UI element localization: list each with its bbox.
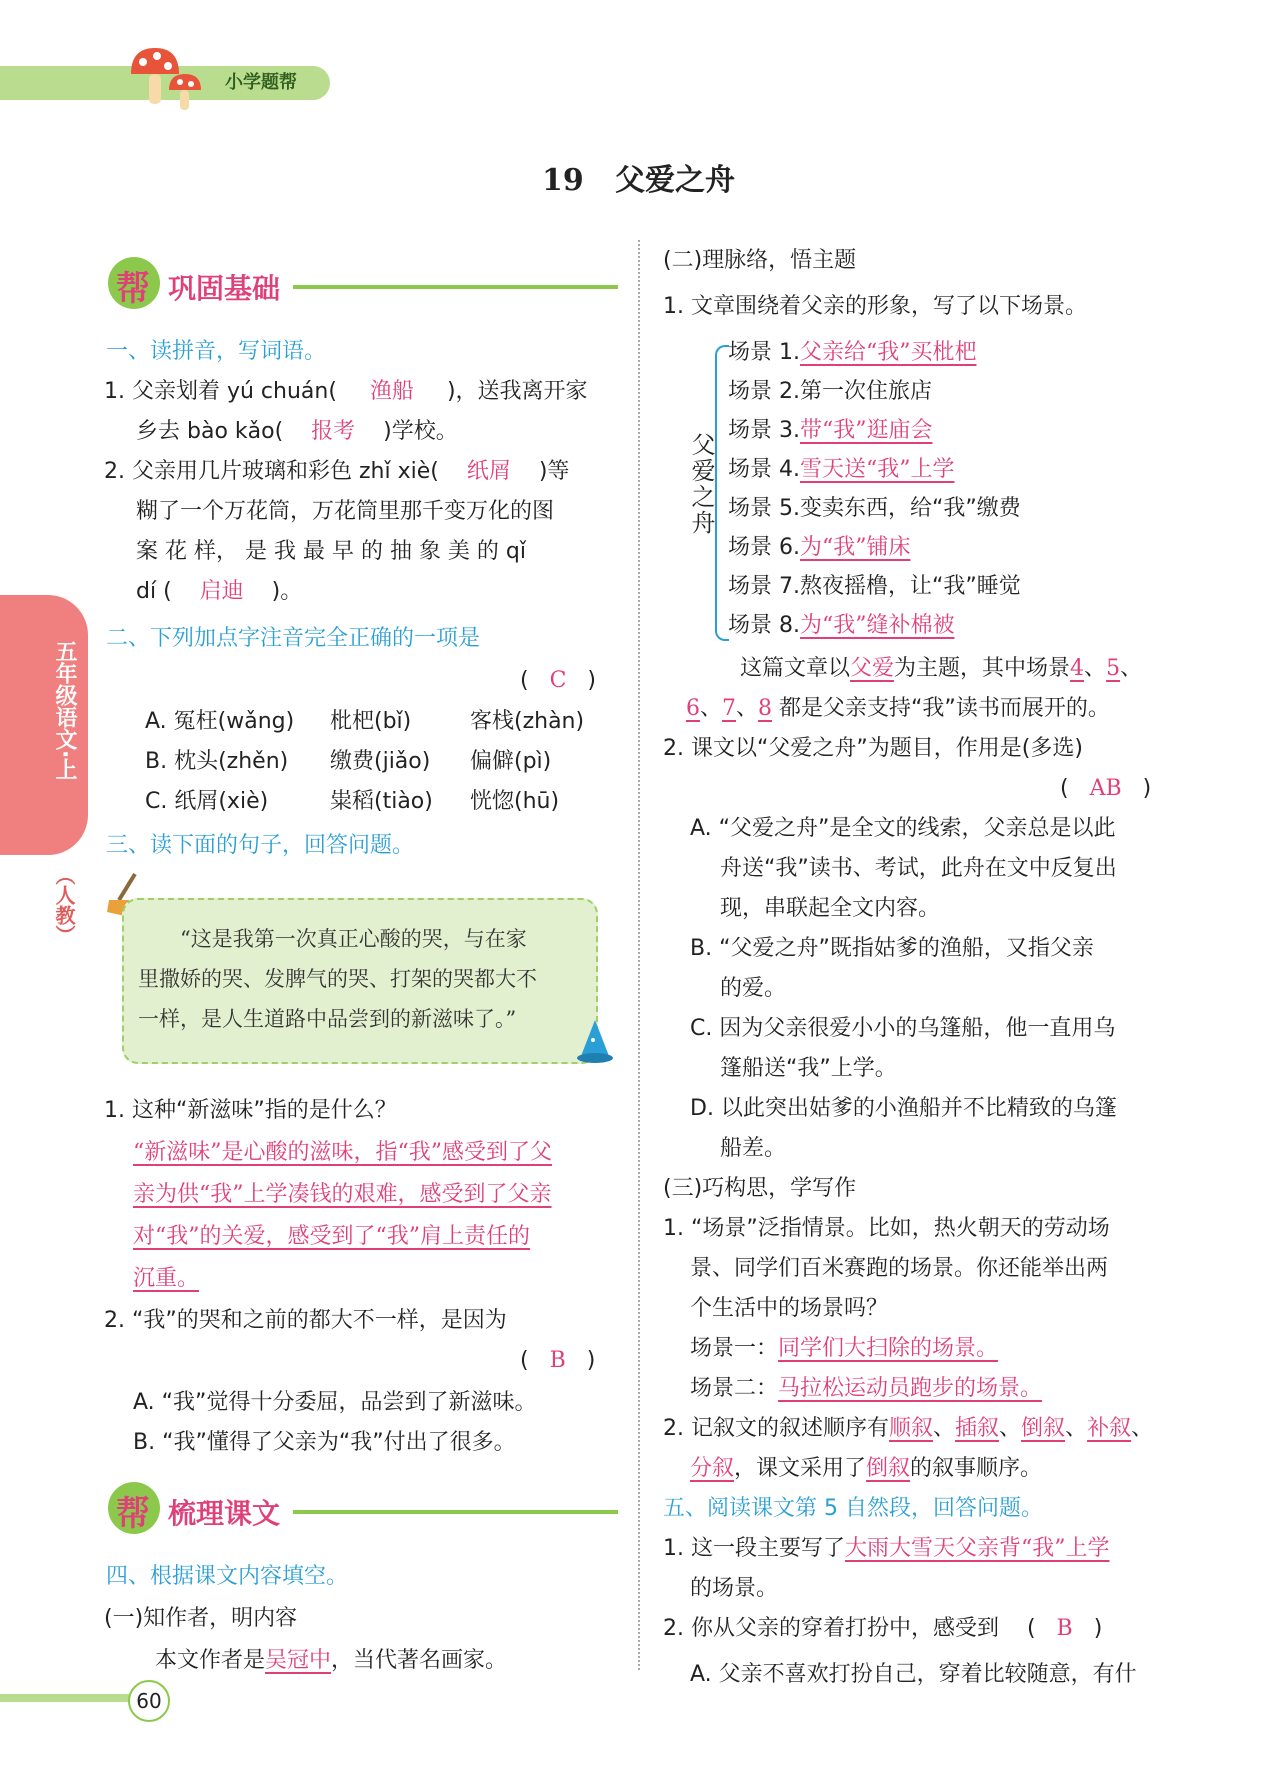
q2-row-b[interactable]: B. 枕头(zhěn) [145,749,289,774]
q4-opt-b-line2: 的爱。 [720,976,787,1001]
q5-q2: 2. 你从父亲的穿着打扮中，感受到 ( B ) [663,1616,1103,1641]
scene-label: 场景 2. [728,379,800,404]
q4-q2-bracket: ( AB ) [1060,776,1152,801]
q4-opt-b-line1[interactable]: B. “父爱之舟”既指姑爹的渔船，又指父亲 [690,936,1094,961]
q2-heading: 二、下列加点字注音完全正确的一项是 [106,626,481,651]
scene-item [728,607,1208,646]
q5-q1-line2: 的场景。 [690,1576,779,1601]
q2-row-c-2: 粜稻(tiào) [330,789,433,814]
banner-text: 巩固基础 [168,272,281,305]
q4-sub1: (一)知作者，明内容 [104,1606,298,1631]
q1-answer1[interactable]: 渔船 [369,379,414,404]
scene-text: 变卖东西，给“我”缴费 [799,496,1021,521]
q4-w1-line2: 景、同学们百米赛跑的场景。你还能举出两 [690,1256,1109,1281]
q1-answer4[interactable]: 启迪 [199,579,244,604]
q2-row-a-3: 客栈(zhàn) [470,709,585,734]
banner-line [293,1510,618,1514]
column-divider [638,240,640,1670]
scene-item [728,451,1208,490]
scene-answer[interactable]: 为“我”缝补棉被 [799,613,955,638]
q3-a1-line2[interactable]: 亲为供“我”上学凑钱的艰难，感受到了父亲 [133,1182,552,1207]
scene-label: 场景 1. [728,340,800,365]
q3-a1-line1[interactable]: “新滋味”是心酸的滋味，指“我”感受到了父 [133,1140,552,1165]
q4-w1-answer1[interactable]: 同学们大扫除的场景。 [778,1336,999,1361]
q2-row-b-3: 偏僻(pì) [470,749,552,774]
banner-char: 帮 [116,1494,150,1534]
page-number [128,1680,170,1722]
order-3[interactable]: 倒叙 [1021,1416,1066,1441]
scenes-list [728,334,1208,646]
q5-q1-line1: 1. 这一段主要写了大雨大雪天父亲背“我”上学 [663,1536,1110,1561]
q1-line5: 案 花 样， 是 我 最 早 的 抽 象 美 的 qǐ [136,539,526,564]
q2-row-c[interactable]: C. 纸屑(xiè) [145,789,269,814]
section-banner-sort [108,1480,618,1540]
q5-q1-answer[interactable]: 大雨大雪天父亲背“我”上学 [844,1536,1110,1561]
scene-label: 场景 3. [728,418,800,443]
lesson-number: 19 [541,163,584,198]
quote-line1: “这是我第一次真正心酸的哭，与在家 [180,927,527,951]
q2-row-a-2: 枇杷(bǐ) [330,709,412,734]
scenes-brace [715,345,729,641]
order-5[interactable]: 分叙 [690,1456,735,1481]
q2-row-a[interactable]: A. 冤枉(wǎng) [145,709,295,734]
banner-char: 帮 [116,269,150,309]
q4-opt-a-line1[interactable]: A. “父爱之舟”是全文的线索，父亲总是以此 [690,816,1116,841]
scene-num-a[interactable]: 4 [1070,656,1085,681]
q4-opt-a-line3: 现，串联起全文内容。 [720,896,941,921]
q4-opt-c-line2: 篷船送“我”上学。 [720,1056,897,1081]
mushroom-logo-icon [125,44,215,114]
scene-num-c[interactable]: 6 [686,696,700,721]
scene-num-b[interactable]: 5 [1106,656,1121,681]
q4-q2-answer[interactable]: AB [1089,776,1122,801]
quote-line2: 里撒娇的哭、发脾气的哭、打架的哭都大不 [138,967,537,991]
scene-num-e[interactable]: 8 [758,696,773,721]
q1-line2: 乡去 bào kǎo( 报考 )学校。 [136,413,458,451]
brand-label: 小学题帮 [225,72,297,93]
q3-a1-line3[interactable]: 对“我”的关爱，感受到了“我”肩上责任的 [133,1224,530,1249]
scene-answer[interactable]: 带“我”逛庙会 [799,418,933,443]
q4-sub3: (三)巧构思，学写作 [663,1176,857,1201]
scene-item [728,334,1208,373]
q3-q2: 2. “我”的哭和之前的都大不一样，是因为 [104,1308,507,1333]
q4-theme-line1: 这篇文章以父爱为主题，其中场景4、5、 [740,656,1143,681]
q5-opt-a[interactable]: A. 父亲不喜欢打扮自己，穿着比较随意，有什 [690,1662,1137,1687]
scene-item [728,490,1208,529]
scene-text: 熬夜摇橹，让“我”睡觉 [799,574,1021,599]
quote-line3: 一样，是人生道路中品尝到的新滋味了。” [138,1007,517,1031]
q1-line3: 2. 父亲用几片玻璃和彩色 zhǐ xiè( 纸屑 )等 [104,453,569,491]
q3-q2-bracket: ( B ) [520,1348,596,1373]
scene-label: 场景 7. [728,574,800,599]
q4-scenes-intro: 1. 文章围绕着父亲的形象，写了以下场景。 [663,294,1087,319]
scene-text: 第一次住旅店 [799,379,932,404]
scenes-vertical-label: 父爱之舟 [687,432,715,536]
q2-row-c-3: 恍惚(hū) [470,789,560,814]
q4-opt-c-line1[interactable]: C. 因为父亲很爱小小的乌篷船，他一直用乌 [690,1016,1116,1041]
scene-label: 场景 8. [728,613,800,638]
q3-heading: 三、读下面的句子，回答问题。 [106,833,415,858]
q4-sub2: (二)理脉络，悟主题 [663,248,857,273]
q4-heading: 四、根据课文内容填空。 [106,1564,349,1589]
scene-item [728,568,1208,607]
banner-text: 梳理课文 [168,1497,281,1530]
scene-item [728,412,1208,451]
q4-w2-line2: 分叙，课文采用了倒叙的叙事顺序。 [690,1456,1043,1481]
side-tab-sub: （人教） [52,865,76,945]
q4-w1-line1: 1. “场景”泛指情景。比如，热火朝天的劳动场 [663,1216,1110,1241]
section-banner-basic [108,255,618,315]
q1-line1: 1. 父亲划着 yú chuán( 渔船 )，送我离开家 [104,373,588,411]
scene-label: 场景 4. [728,457,800,482]
q3-opt-b[interactable]: B. “我”懂得了父亲为“我”付出了很多。 [133,1430,516,1455]
q4-w1-scene2: 场景二：马拉松运动员跑步的场景。 [690,1376,1043,1401]
q4-w1-answer2[interactable]: 马拉松运动员跑步的场景。 [778,1376,1043,1401]
banner-line [293,285,618,289]
q1-heading: 一、读拼音，写词语。 [106,339,327,364]
q1-answer3[interactable]: 纸屑 [466,459,511,484]
scene-answer[interactable]: 雪天送“我”上学 [799,457,955,482]
q1-answer2[interactable]: 报考 [311,419,356,444]
scene-item [728,373,1208,412]
wizard-hat-icon [575,1018,615,1064]
q4-author-line: 本文作者是吴冠中，当代著名画家。 [155,1648,508,1673]
q4-author-answer[interactable]: 吴冠中 [265,1648,332,1673]
q3-a1-line4[interactable]: 沉重。 [133,1266,200,1291]
q4-w1-scene1: 场景一：同学们大扫除的场景。 [690,1336,999,1361]
order-used[interactable]: 倒叙 [866,1456,911,1481]
order-1[interactable]: 顺叙 [888,1416,933,1441]
q5-heading: 五、阅读课文第 5 自然段，回答问题。 [663,1496,1043,1521]
lesson-title: 父爱之舟 [615,163,736,198]
q1-line6: dí ( 启迪 )。 [136,573,302,611]
page-number-text: 60 [136,1689,162,1713]
order-2[interactable]: 插叙 [955,1416,1000,1441]
q4-opt-a-line2: 舟送“我”读书、考试，此舟在文中反复出 [720,856,1117,881]
scene-answer[interactable]: 为“我”铺床 [799,535,911,560]
q3-q1: 1. 这种“新滋味”指的是什么？ [104,1098,397,1123]
q4-w2-line1: 2. 记叙文的叙述顺序有顺叙、插叙、倒叙、补叙、 [663,1416,1154,1441]
q5-q2-answer[interactable]: B [1056,1616,1073,1641]
q2-answer-bracket: ( C ) [520,668,596,693]
q3-q2-answer[interactable]: B [549,1348,566,1373]
q4-opt-d-line2: 船差。 [720,1136,787,1161]
order-4[interactable]: 补叙 [1087,1416,1132,1441]
scene-label: 场景 6. [728,535,800,560]
q3-opt-a[interactable]: A. “我”觉得十分委屈，品尝到了新滋味。 [133,1390,537,1415]
q4-q2: 2. 课文以“父爱之舟”为题目，作用是(多选) [663,736,1083,761]
q4-w1-line3: 个生活中的场景吗？ [690,1296,889,1321]
q2-answer[interactable]: C [549,668,567,693]
q4-opt-d-line1[interactable]: D. 以此突出姑爹的小渔船并不比精致的乌篷 [690,1096,1117,1121]
side-tab-text: 五年级语文·上 [52,640,77,781]
scene-item [728,529,1208,568]
q4-theme-line2: 6、7、8 都是父亲支持“我”读书而展开的。 [686,696,1110,721]
page-title [0,155,1277,199]
q4-theme-answer[interactable]: 父爱 [850,656,895,681]
q2-row-b-2: 缴费(jiǎo) [330,749,431,774]
scene-num-d[interactable]: 7 [722,696,737,721]
scene-label: 场景 5. [728,496,800,521]
scene-answer[interactable]: 父亲给“我”买枇杷 [799,340,977,365]
footer-bar [0,1694,140,1702]
q1-line4: 糊了一个万花筒，万花筒里那千变万化的图 [136,499,555,524]
